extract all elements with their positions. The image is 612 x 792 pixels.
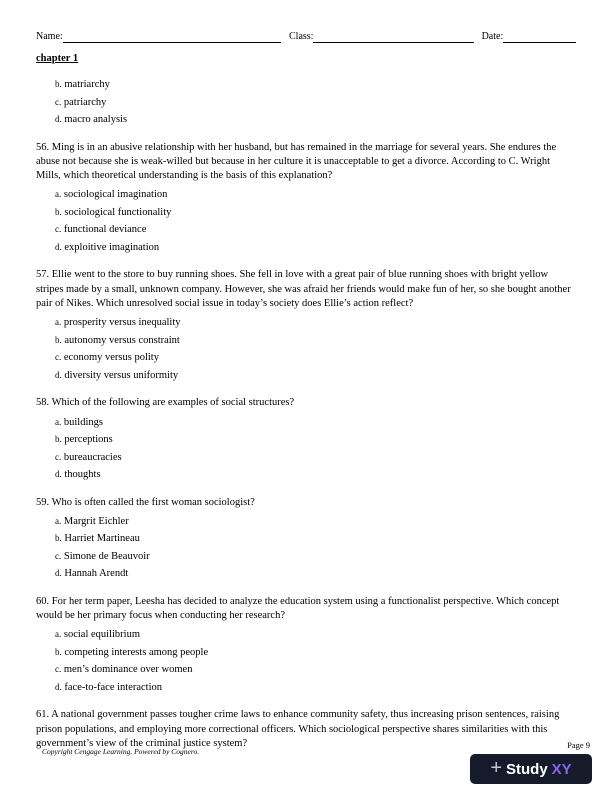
- class-blank-line: [313, 30, 473, 43]
- option-d: [36, 239, 576, 257]
- option-text: social equilibrium: [63, 629, 140, 641]
- option-text: exploitive imagination: [64, 241, 160, 253]
- date-blank-line: [503, 30, 576, 43]
- option-text: perceptions: [64, 434, 113, 446]
- option-text: buildings: [63, 416, 103, 428]
- option-letter: d.: [55, 114, 62, 124]
- option-text: thoughts: [64, 469, 101, 481]
- question-58: [36, 396, 576, 483]
- option-b: [36, 332, 576, 350]
- option-text: diversity versus uniformity: [64, 369, 179, 381]
- option-d: [36, 111, 576, 129]
- option-letter: d.: [55, 241, 62, 252]
- question-59: [36, 496, 576, 583]
- question-options: [36, 626, 576, 696]
- option-b: [36, 204, 576, 222]
- option-text: prosperity versus inequality: [63, 317, 181, 329]
- question-61: [36, 708, 576, 751]
- option-letter: c.: [55, 664, 62, 675]
- option-letter: c.: [55, 352, 62, 363]
- option-a: [36, 186, 576, 204]
- option-text: competing interests among people: [64, 646, 209, 658]
- option-text: economy versus polity: [63, 352, 159, 364]
- option-letter: a.: [55, 317, 62, 328]
- question-text: [36, 268, 576, 311]
- question-number: 56.: [36, 141, 50, 153]
- option-a: [36, 414, 576, 432]
- option-letter: c.: [55, 550, 62, 561]
- option-c: [36, 661, 576, 679]
- option-letter: b.: [55, 206, 62, 217]
- option-text: bureaucracies: [63, 451, 122, 463]
- question-body: For her term paper, Leesha has decided to analyze the education system using a functionalist perspective. Which concept would be her primary focus when conducting her research?: [36, 595, 560, 622]
- option-letter: d.: [55, 369, 62, 380]
- chapter-title: chapter 1: [36, 53, 79, 64]
- question-text: [36, 496, 576, 510]
- option-d: [36, 367, 576, 385]
- option-letter: d.: [55, 681, 62, 692]
- option-a: [36, 513, 576, 531]
- plus-icon: +: [490, 757, 502, 779]
- logo-text-xy: XY: [551, 760, 572, 778]
- option-letter: c.: [55, 224, 62, 235]
- question-number: 58.: [36, 397, 50, 409]
- question-body: Ming is in an abusive relationship with her husband, but has remained in the marriage for several years. She endures the abuse not because she is weak-willed but because in her culture it is unacceptable to get a divorce. According to C. Wright Mills, which theoretical understanding is the basis of this explanation?: [36, 141, 557, 182]
- question-number: 61.: [36, 709, 50, 721]
- option-letter: b.: [55, 334, 62, 345]
- option-text: men’s dominance over women: [63, 664, 193, 676]
- studyxy-logo[interactable]: [470, 754, 592, 784]
- name-label: Name:: [36, 31, 63, 42]
- question-options: [36, 513, 576, 583]
- leading-options: [36, 76, 576, 129]
- option-letter: c.: [55, 451, 62, 462]
- option-text: functional deviance: [63, 224, 147, 236]
- question-number: 59.: [36, 496, 50, 508]
- option-b: [36, 644, 576, 662]
- option-letter: b.: [55, 79, 62, 89]
- question-body: Which of the following are examples of social structures?: [51, 397, 295, 409]
- question-text: [36, 141, 576, 184]
- option-b: [36, 431, 576, 449]
- question-number: 60.: [36, 595, 50, 607]
- option-letter: b.: [55, 646, 62, 657]
- option-text: Margrit Eichler: [63, 515, 129, 527]
- name-blank-line: [63, 30, 281, 43]
- option-letter: c.: [55, 96, 62, 107]
- page-number: Page 9: [567, 740, 590, 750]
- class-label: Class:: [289, 31, 314, 42]
- option-letter: a.: [55, 629, 62, 640]
- question-60: [36, 595, 576, 697]
- option-b: [36, 530, 576, 548]
- question-body: Who is often called the first woman sociologist?: [51, 496, 255, 508]
- header: [36, 30, 576, 43]
- option-letter: d.: [55, 568, 62, 579]
- option-text: Hannah Arendt: [64, 568, 129, 580]
- option-d: [36, 565, 576, 583]
- question-text: [36, 396, 576, 410]
- option-letter: b.: [55, 533, 62, 544]
- option-text: patriarchy: [63, 96, 107, 108]
- question-options: [36, 186, 576, 256]
- option-text: autonomy versus constraint: [64, 334, 180, 346]
- option-letter: a.: [55, 416, 62, 427]
- option-c: [36, 221, 576, 239]
- option-text: matriarchy: [64, 79, 110, 90]
- question-options: [36, 414, 576, 484]
- option-text: Harriet Martineau: [64, 533, 140, 545]
- option-letter: a.: [55, 515, 62, 526]
- question-text: [36, 595, 576, 624]
- option-letter: d.: [55, 469, 62, 480]
- option-d: [36, 679, 576, 697]
- question-text: [36, 708, 576, 751]
- option-c: [36, 94, 576, 112]
- question-57: [36, 268, 576, 384]
- option-letter: b.: [55, 434, 62, 445]
- option-text: Simone de Beauvoir: [63, 550, 150, 562]
- copyright-notice: Copyright Cengage Learning. Powered by Cognero.: [42, 747, 200, 756]
- option-b: [36, 76, 576, 94]
- option-text: face-to-face interaction: [64, 681, 163, 693]
- option-letter: a.: [55, 189, 62, 200]
- option-text: sociological functionality: [64, 206, 172, 218]
- logo-text-study: Study: [506, 760, 548, 778]
- question-body: A national government passes tougher crime laws to enhance community safety, thus increasing prison sentences, raising prison populations, and employing more correctional officers. Which sociological perspective shares similarities with this government’s view of the criminal justice system?: [36, 709, 560, 750]
- question-number: 57.: [36, 269, 50, 281]
- option-d: [36, 466, 576, 484]
- option-a: [36, 626, 576, 644]
- option-c: [36, 548, 576, 566]
- question-body: Ellie went to the store to buy running shoes. She fell in love with a great pair of blue running shoes with bright yellow stripes made by a small, unknown company. However, she was afraid her friends would make fun of her, so she bought another pair of Nikes. Which unresolved social issue in today’s society does Ellie’s action reflect?: [36, 269, 571, 309]
- option-text: sociological imagination: [63, 189, 168, 201]
- option-text: macro analysis: [64, 114, 128, 125]
- option-c: [36, 349, 576, 367]
- question-56: [36, 141, 576, 257]
- option-c: [36, 449, 576, 467]
- date-label: Date:: [481, 31, 504, 42]
- option-a: [36, 314, 576, 332]
- question-options: [36, 314, 576, 384]
